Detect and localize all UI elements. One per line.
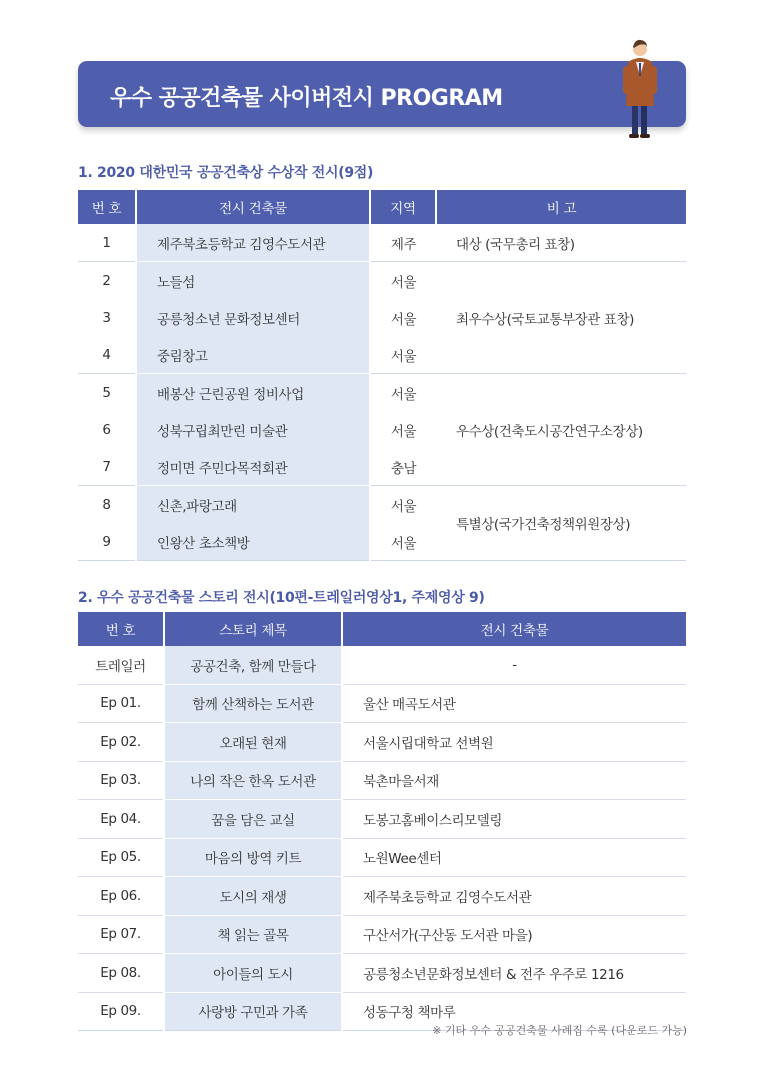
region: 서울 [390, 498, 417, 515]
award-note: 대상 (국무총리 표창) [436, 224, 686, 262]
program-banner [78, 61, 686, 127]
building-name: 노들섬 [136, 262, 370, 300]
region: 서울 [370, 336, 436, 374]
award-note: 최우수상(국토교통부장관 표창) [436, 262, 686, 374]
award-exhibition-table [78, 190, 686, 561]
download-footnote: ※ 기타 우수 공공건축물 사례집 수록 (다운로드 가능) [432, 1024, 687, 1037]
story-title: 마음의 방역 키트 [164, 838, 342, 877]
row-number: 3 [102, 309, 111, 326]
row-number: 9 [78, 523, 136, 561]
row-number: 2 [102, 272, 111, 289]
table-row [78, 486, 686, 524]
award-note: 특별상(국가건축정책위원장상) [436, 486, 686, 561]
table-row [78, 684, 686, 723]
table-header-row [78, 190, 686, 224]
region: 충남 [370, 448, 436, 486]
table-row [78, 954, 686, 993]
episode-number: Ep 02. [78, 723, 164, 762]
story-title: 사랑방 구민과 가족 [164, 992, 342, 1031]
banner-title: 우수 공공건축물 사이버전시 PROGRAM [110, 86, 503, 111]
story-title: 공공건축, 함께 만들다 [164, 646, 342, 684]
section2-title: 2. 우수 공공건축물 스토리 전시(10편-트레일러영상1, 주제영상 9) [78, 590, 485, 606]
region: 서울 [370, 523, 436, 561]
award-note: 우수상(건축도시공간연구소장상) [436, 374, 686, 486]
story-title: 책 읽는 골목 [164, 915, 342, 954]
episode-number: 트레일러 [78, 646, 164, 684]
building-name: 인왕산 초소책방 [136, 523, 370, 561]
row-number: 1 [78, 224, 136, 262]
story-title: 오래된 현재 [164, 723, 342, 762]
exhibit-building: 성동구청 책마루 [342, 992, 686, 1031]
story-title: 나의 작은 한옥 도서관 [164, 761, 342, 800]
table-row [78, 374, 686, 412]
episode-number: Ep 09. [78, 992, 164, 1031]
region: 서울 [390, 386, 417, 403]
region: 서울 [390, 423, 417, 440]
table-row [78, 646, 686, 684]
row-number: 4 [78, 336, 136, 374]
exhibit-building: - [342, 646, 686, 684]
table-row [78, 838, 686, 877]
table-row [78, 262, 686, 300]
row-number: 5 [102, 384, 111, 401]
header-region: 지역 [370, 190, 436, 224]
exhibit-building: 공릉청소년문화정보센터 & 전주 우주로 1216 [342, 954, 686, 993]
story-title: 꿈을 담은 교실 [164, 800, 342, 839]
story-exhibition-table [78, 612, 686, 1031]
episode-number: Ep 06. [78, 877, 164, 916]
building-name: 중림창고 [136, 336, 370, 374]
building-name: 배봉산 근린공원 정비사업 [136, 374, 370, 412]
row-number: 6 [102, 421, 111, 438]
exhibit-building: 북촌마을서재 [342, 761, 686, 800]
story-title: 함께 산책하는 도서관 [164, 684, 342, 723]
exhibit-building: 울산 매곡도서관 [342, 684, 686, 723]
episode-number: Ep 07. [78, 915, 164, 954]
table-row [78, 761, 686, 800]
header-building: 전시 건축물 [342, 612, 686, 646]
header-story-title: 스토리 제목 [164, 612, 342, 646]
episode-number: Ep 04. [78, 800, 164, 839]
region: 서울 [390, 311, 417, 328]
building-name: 성북구립최만린 미술관 [136, 411, 370, 448]
episode-number: Ep 01. [78, 684, 164, 723]
episode-number: Ep 03. [78, 761, 164, 800]
story-title: 아이들의 도시 [164, 954, 342, 993]
table-row [78, 723, 686, 762]
table-header-row [78, 612, 686, 646]
exhibit-building: 제주북초등학교 김영수도서관 [342, 877, 686, 916]
building-name: 정미면 주민다목적회관 [136, 448, 370, 486]
exhibit-building: 서울시립대학교 선벽원 [342, 723, 686, 762]
story-title: 도시의 재생 [164, 877, 342, 916]
exhibit-building: 노원Wee센터 [342, 838, 686, 877]
table-row [78, 800, 686, 839]
region: 서울 [390, 274, 417, 291]
episode-number: Ep 08. [78, 954, 164, 993]
row-number: 7 [78, 448, 136, 486]
header-remarks: 비 고 [436, 190, 686, 224]
building-name: 제주북초등학교 김영수도서관 [136, 224, 370, 262]
table-row [78, 915, 686, 954]
businessman-illustration-icon [612, 36, 668, 146]
section1-title: 1. 2020 대한민국 공공건축상 수상작 전시(9점) [78, 165, 374, 181]
header-number: 번 호 [78, 612, 164, 646]
row-number: 8 [102, 496, 111, 513]
exhibit-building: 구산서가(구산동 도서관 마을) [342, 915, 686, 954]
header-number: 번 호 [78, 190, 136, 224]
table-row [78, 877, 686, 916]
table-row [78, 224, 686, 262]
building-name: 신촌,파랑고래 [136, 486, 370, 524]
building-name: 공릉청소년 문화정보센터 [136, 299, 370, 336]
region: 제주 [370, 224, 436, 262]
header-building: 전시 건축물 [136, 190, 370, 224]
episode-number: Ep 05. [78, 838, 164, 877]
exhibit-building: 도봉고홈베이스리모델링 [342, 800, 686, 839]
